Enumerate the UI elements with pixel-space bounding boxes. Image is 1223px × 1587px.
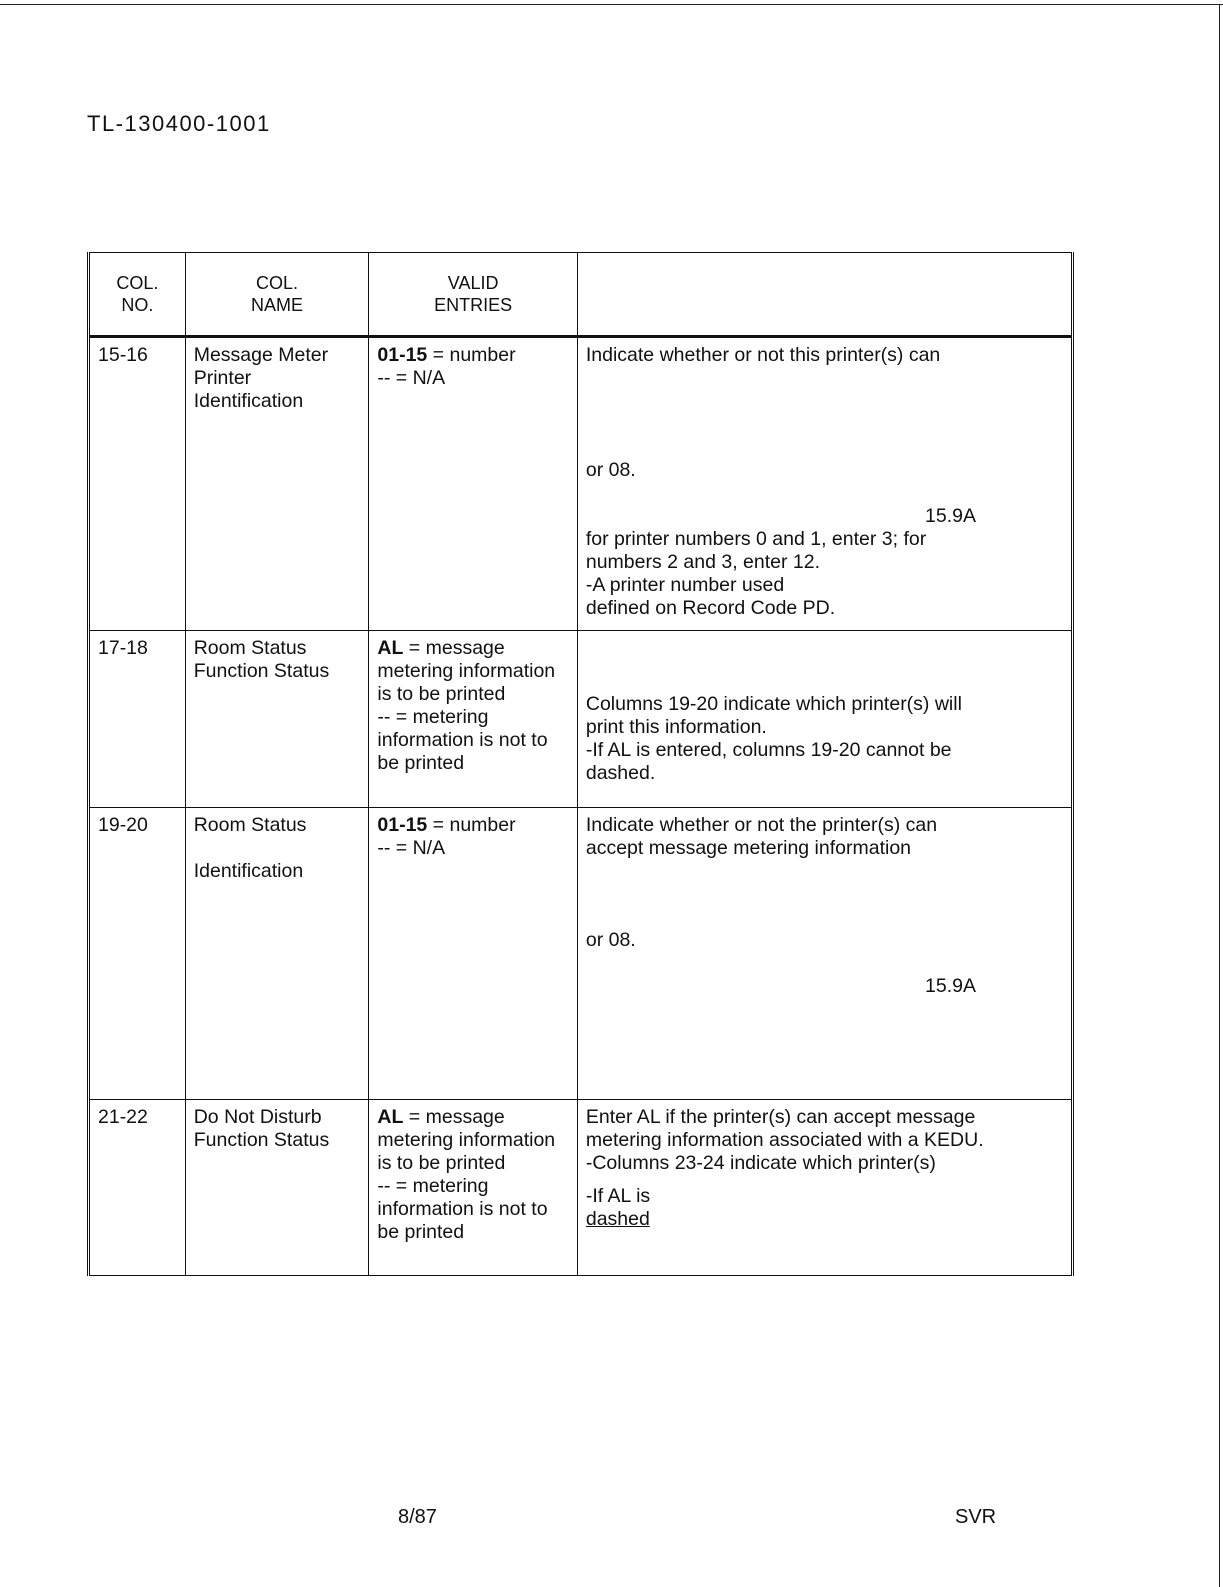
col-no-cell: 19-20	[89, 808, 186, 1100]
description-cell: Columns 19-20 indicate which printer(s) will print this information. -If AL is entered, columns 19-20 cannot be dashed.	[577, 631, 1072, 808]
header-col-name: COL. NAME	[185, 253, 369, 337]
description-cell: Enter AL if the printer(s) can accept message metering information associated with a KEDU. -Columns 23-24 indicate which printer(s) -If AL is dashed	[577, 1100, 1072, 1276]
table-row	[89, 337, 1073, 631]
description-cell: Indicate whether or not this printer(s) can or 08. 15.9A for printer numbers 0 and 1, enter 3; for numbers 2 and 3, enter 12. -A printer number used defined on Record Code PD.	[577, 337, 1072, 631]
reference-number: 15.9A	[925, 975, 976, 997]
footer-date: 8/87	[398, 1506, 437, 1528]
table-row	[89, 631, 1073, 808]
col-no-cell: 15-16	[89, 337, 186, 631]
col-name-cell: Message Meter Printer Identification	[185, 337, 369, 631]
col-name-cell: Room Status Identification	[185, 808, 369, 1100]
header-description	[577, 253, 1072, 337]
table-row	[89, 1100, 1073, 1276]
page-right-rule	[1219, 4, 1220, 1587]
reference-number: 15.9A	[925, 505, 976, 527]
header-col-no: COL. NO.	[89, 253, 186, 337]
table-row	[89, 808, 1073, 1100]
valid-entries-cell: 01-15 = number -- = N/A	[369, 337, 577, 631]
col-no-cell: 17-18	[89, 631, 186, 808]
footer-org: SVR	[955, 1506, 997, 1528]
description-cell: Indicate whether or not the printer(s) can accept message metering information or 08. 15.9A	[577, 808, 1072, 1100]
valid-entries-cell: AL = message metering information is to be printed -- = metering information is not to be printed	[369, 631, 577, 808]
valid-entries-cell: 01-15 = number -- = N/A	[369, 808, 577, 1100]
valid-entries-cell: AL = message metering information is to be printed -- = metering information is not to be printed	[369, 1100, 577, 1276]
header-valid-entries: VALID ENTRIES	[369, 253, 577, 337]
col-name-cell: Room Status Function Status	[185, 631, 369, 808]
page-top-rule	[0, 4, 1223, 5]
document-id: TL-130400-1001	[87, 111, 271, 136]
col-name-cell: Do Not Disturb Function Status	[185, 1100, 369, 1276]
record-format-table	[87, 252, 1074, 1276]
table-header-row	[89, 253, 1073, 337]
col-no-cell: 21-22	[89, 1100, 186, 1276]
